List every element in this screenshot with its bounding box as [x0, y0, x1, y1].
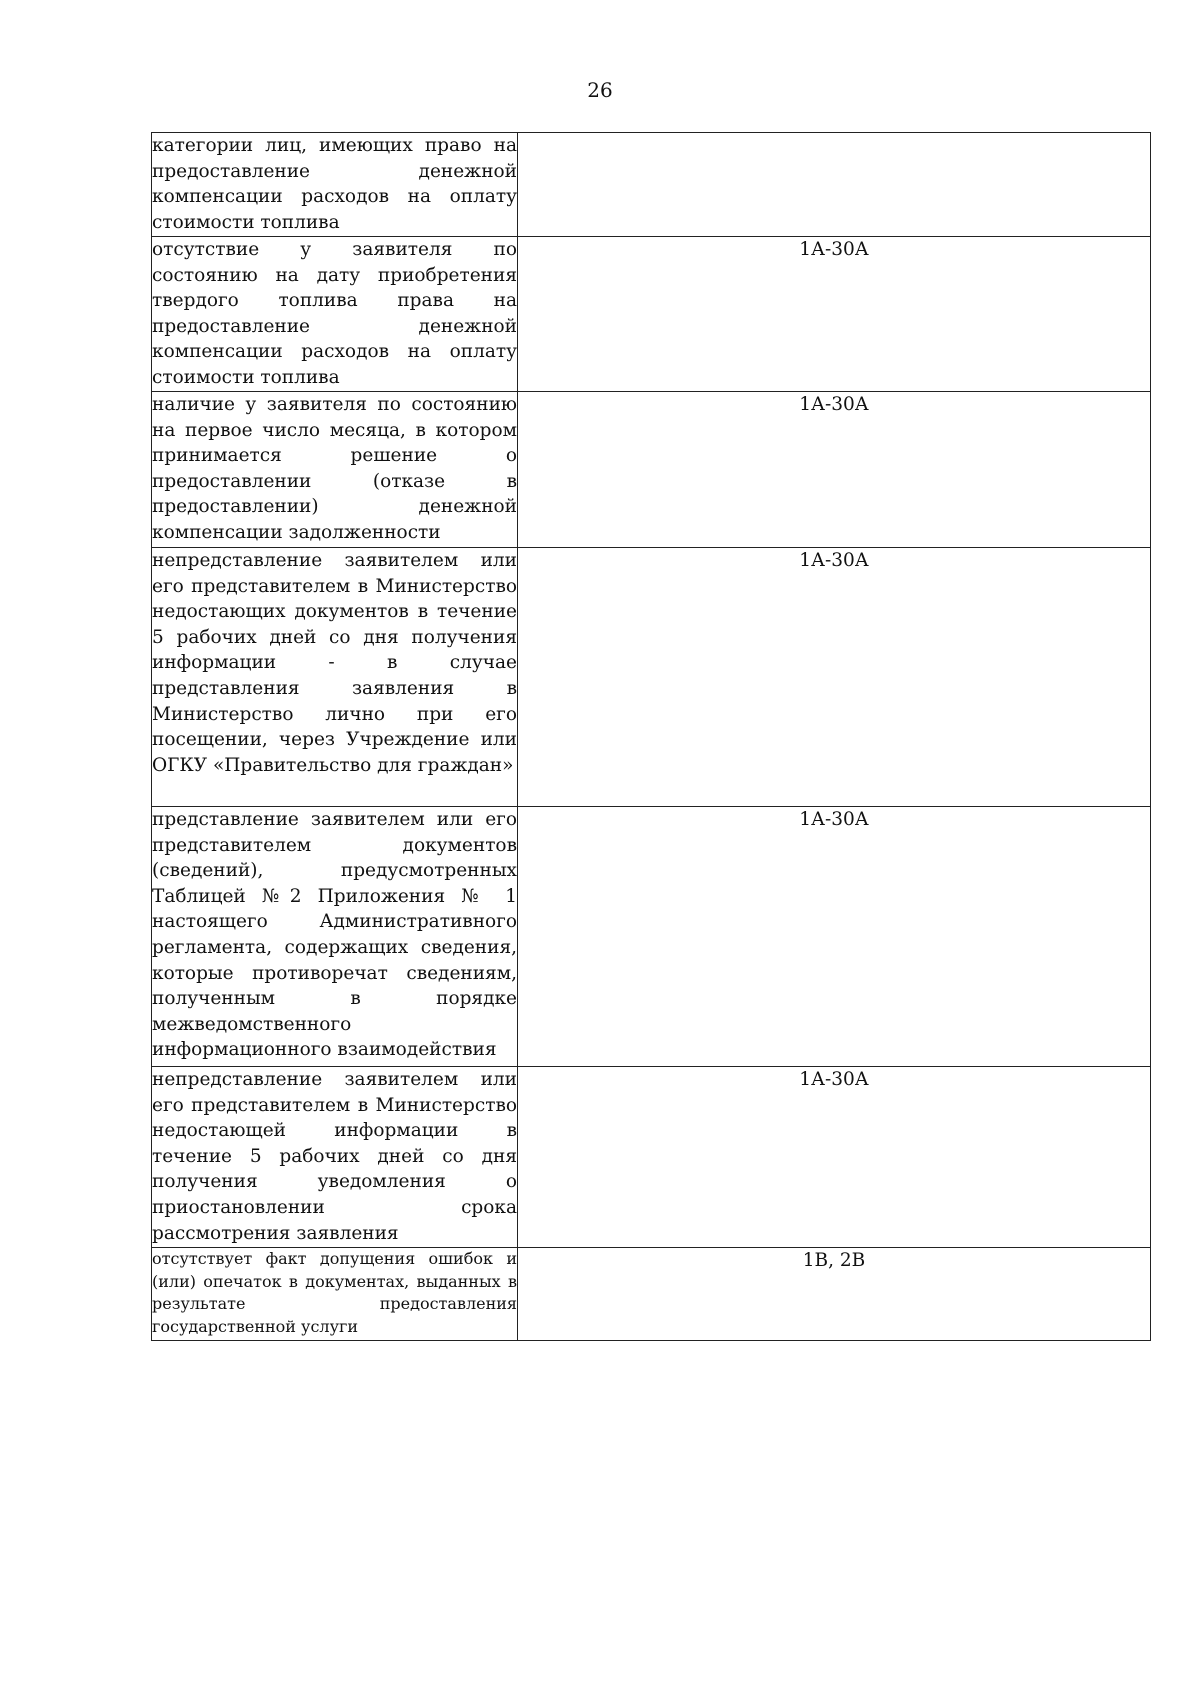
- table-row: [152, 392, 1151, 548]
- condition-cell: отсутствует факт допущения ошибок и (или) опечаток в документах, выданных в результате предоставления государственной услуги: [152, 1248, 518, 1341]
- condition-cell: отсутствие у заявителя по состоянию на дату приобретения твердого топлива права на предоставление денежной компенсации расходов на оплату стоимости топлива: [152, 237, 518, 392]
- page-number: 26: [587, 78, 613, 102]
- condition-cell: наличие у заявителя по состоянию на первое число месяца, в котором принимается решение о предоставлении (отказе в предоставлении) денежной компенсации задолженности: [152, 392, 518, 548]
- table-row: [152, 237, 1151, 392]
- conditions-table: [151, 132, 1151, 1341]
- code-cell: [518, 133, 1151, 237]
- code-cell: [518, 1067, 1151, 1248]
- table-row: [152, 1248, 1151, 1341]
- code-cell: [518, 237, 1151, 392]
- code-cell: [518, 1248, 1151, 1341]
- condition-cell: непредставление заявителем или его представителем в Министерство недостающей информации в течение 5 рабочих дней со дня получения уведомления о приостановлении срока рассмотрения заявления: [152, 1067, 518, 1248]
- code-cell: [518, 392, 1151, 548]
- code-cell: [518, 548, 1151, 807]
- code-value: 1А-30А: [799, 809, 869, 830]
- condition-cell: непредставление заявителем или его представителем в Министерство недостающих документов в течение 5 рабочих дней со дня получения информации - в случае представления заявления в Министерство лично при его посещении, через Учреждение или ОГКУ «Правительство для граждан»: [152, 548, 518, 807]
- code-value: 1В, 2В: [802, 1250, 866, 1271]
- table-row: [152, 807, 1151, 1067]
- code-value: 1А-30А: [799, 239, 869, 260]
- condition-cell: категории лиц, имеющих право на предоставление денежной компенсации расходов на оплату стоимости топлива: [152, 133, 518, 237]
- condition-cell: представление заявителем или его представителем документов (сведений), предусмотренных Таблицей №2 Приложения № 1 настоящего Административного регламента, содержащих сведения, которые противоречат сведениям, полученным в порядке межведомственного информационного взаимодействия: [152, 807, 518, 1067]
- code-cell: [518, 807, 1151, 1067]
- code-value: 1А-30А: [799, 550, 869, 571]
- code-value: 1А-30А: [799, 1069, 869, 1090]
- table-row: [152, 1067, 1151, 1248]
- table-row: [152, 548, 1151, 807]
- table-row: [152, 133, 1151, 237]
- code-value: 1А-30А: [799, 394, 869, 415]
